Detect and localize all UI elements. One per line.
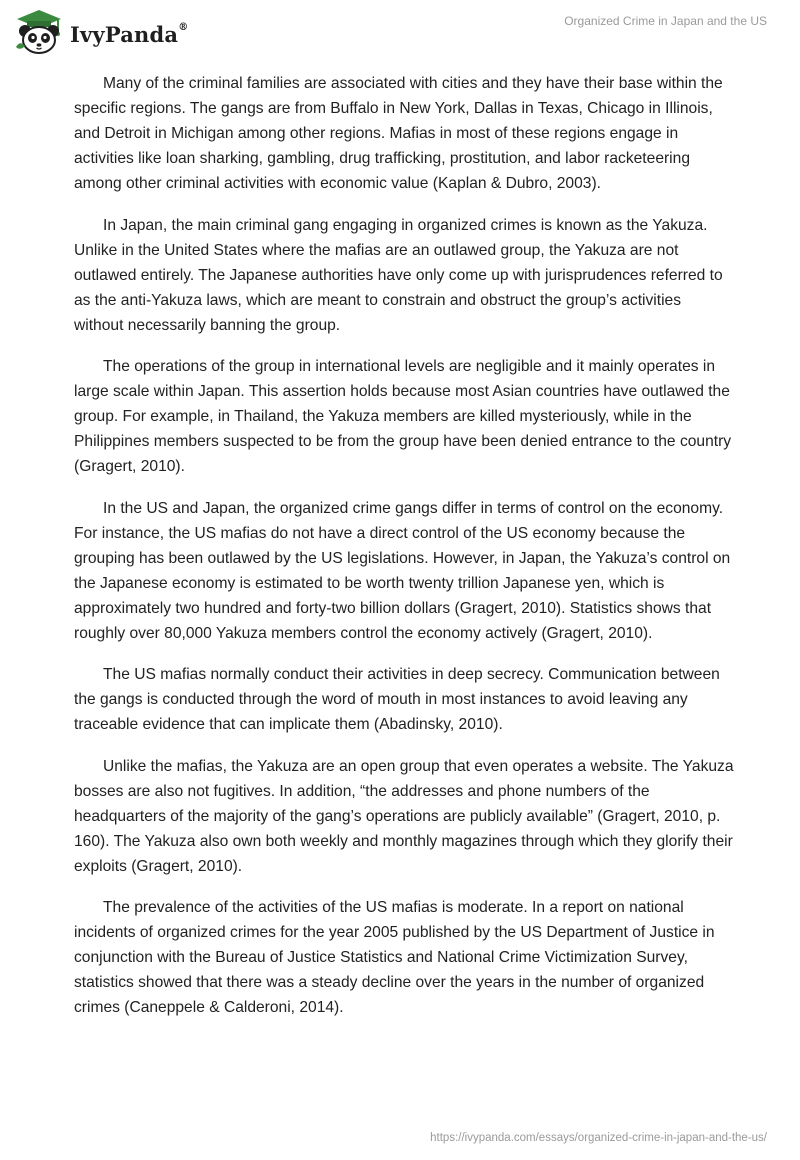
essay-body [74,71,734,1037]
brand-name: IvyPanda® [70,21,189,47]
paragraph: Many of the criminal families are associated with cities and they have their base within the specific regions. The gangs are from Buffalo in New York, Dallas in Texas, Chicago in Illinois, and Detroit in Michigan among other regions. Mafias in most of these regions engage in activities like loan sharking, gambling, drug trafficking, prostitution, and labor racketeering among other criminal activities with economic value (Kaplan & Dubro, 2003). [74,75,723,192]
source-url-link[interactable]: https://ivypanda.com/essays/organized-crime-in-japan-and-the-us/ [430,1132,767,1144]
paragraph: The operations of the group in international levels are negligible and it mainly operates in large scale within Japan. This assertion holds because most Asian countries have outlawed the group. For example, in Thailand, the Yakuza members are killed mysteriously, while in the Philippines members suspected to be from the group have been denied entrance to the country (Gragert, 2010). [74,358,732,475]
paragraph: The prevalence of the activities of the US mafias is moderate. In a report on national incidents of organized crimes for the year 2005 published by the US Department of Justice in conjunction with the Bureau of Justice Statistics and National Crime Victimization Survey, statistics showed that there was a steady decline over the years in the number of organized crimes (Caneppele & Calderoni, 2014). [74,899,715,1016]
paragraph: The US mafias normally conduct their activities in deep secrecy. Communication between the gangs is conducted through the word of mouth in most instances to avoid leaving any traceable evidence that can implicate them (Abadinsky, 2010). [74,666,720,733]
page-header [0,0,800,64]
document-title: Organized Crime in Japan and the US [564,14,767,28]
paragraph: Unlike the mafias, the Yakuza are an open group that even operates a website. The Yakuza bosses are also not fugitives. In addition, “the addresses and phone numbers of the headquarters of the majority of the gang’s operations are publicly available” (Gragert, 2010, p. 160). The Yakuza also own both weekly and monthly magazines through which they glorify their exploits (Gragert, 2010). [74,757,734,875]
ivypanda-logo[interactable] [14,8,188,56]
paragraph: In Japan, the main criminal gang engaging in organized crimes is known as the Yakuza. Unlike in the United States where the mafias are an outlawed group, the Yakuza are not outlawed entirely. The Japanese authorities have only come up with jurisprudences referred to as the anti-Yakuza laws, which are meant to constrain and obstruct the group’s activities without necessarily banning the group. [74,216,723,334]
paragraph: In the US and Japan, the organized crime gangs differ in terms of control on the economy. For instance, the US mafias do not have a direct control of the US economy because the grouping has been outlawed by the US legislations. However, in Japan, the Yakuza’s control on the Japanese economy is estimated to be worth twenty trillion Japanese yen, which is approximately two hundred and forty-two billion dollars (Gragert, 2010). Statistics shows that roughly over 80,000 Yakuza members control the economy actively (Gragert, 2010). [74,499,731,642]
panda-graduate-icon [14,9,64,55]
